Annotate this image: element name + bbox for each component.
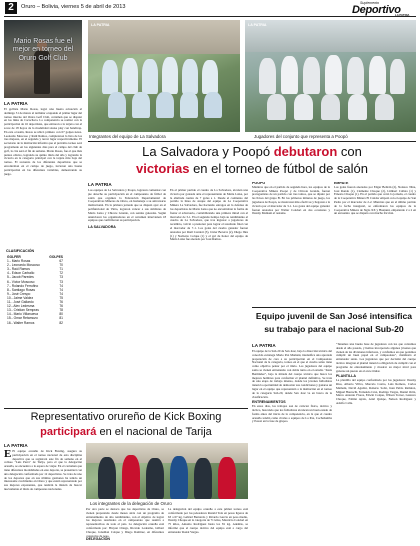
article-text: En estos días, los trabajos son de carácter físico, técnico y táctico, buscando que los futbolistas alcancen un buen estado de forma antes del inicio de la competencia, en la que el cuadro orureño tendrá como rivales a equipos de La Paz, Cochabamba y Potosí en la fase de grupos. xyxy=(252,404,332,424)
article1-headline-line1 xyxy=(88,144,416,159)
strokes-cell: 74 xyxy=(59,287,63,292)
kickboxing-caption: Los integrantes de la delegación de Oruro xyxy=(90,501,172,506)
article-text: Los goles fueron anotados por Edgar Beltrán (2), Nolasco Nina, José Rondo (1), Clemente Choque (2), Limbert Callata (1) y Ernesto Choque (1). En el partido que cerró la jornada, el cuadro de la Cooperativa Minera El Cóndor empató con el equipo de San Pedro por el marcador de 2-2. Mientras que en el último partido de la fecha inaugural, se enfrentaron los equipos de la Cooperativa Minera de Siglo XX y Huanuni, empatando 2 a 2 en un encuentro que se disputó con mucha fricción. xyxy=(334,184,416,216)
sanjose-headline-box xyxy=(252,307,416,343)
strokes-cell: 73 xyxy=(59,275,63,280)
salvadora-photo-caption: Integrantes del equipo de La Salvadora xyxy=(89,134,166,139)
golf-standings-title: CLASIFICACIÓN xyxy=(6,249,35,253)
headline-text: en el nacional de Tarija xyxy=(96,426,212,438)
photo-tag: LA PATRIA xyxy=(91,23,110,27)
article-subhead: POOPÓ xyxy=(252,182,266,185)
sanjose-col1 xyxy=(252,350,332,542)
poopo-photo-caption: Jugadores del conjunto que representa a Poopó xyxy=(254,134,348,139)
article-text: Se trata de uno de los deportes que en sus últimas gestiones ha tenido un interesante crecimiento en Oruro y que estará representado por sus mejores exponentes, que tendrán la misión de buscar nuevamente el título de campeones nacionales. xyxy=(4,471,82,491)
article1-headline-line2 xyxy=(88,161,416,176)
golfer-name-cell: 8.- Santiago Rosas xyxy=(7,287,36,292)
article-text: Los equipos de La Salvadora y Poopó, lograron comenzar con pie derecho su participación en el campeonato de fútbol de salón que organiza la Federación Departamental de Cooperativas Mineras de Oruro, en homenaje a su aniversario institucional. En la primera jornada que se disputó ayer en el polifuncional de Vinto, lograron vencer a sus similares de María Luisa y Chicote Grande, con sendas goleadas. Según anunciaron los organizadores en el certamen intervienen 18 equipos que confirmaron su participación. xyxy=(88,189,166,223)
golfer-name-cell: 10.- Jaime Valdez xyxy=(7,295,34,300)
article-text: Por otra parte se destaca que los deportistas de Oruro, se vienen preparando desde meses atrás con un programa de entrenamiento de alto rendimiento, con el objetivo de lograr los mejores resultados en el campeonato que reunirá a representativos de todo el país. La delegación orureña está conformada por: Brayan Ortega, Ricardo Ledesma, Gilbert Choque, Jonathan Colque y Diego Ramírez, en diferentes categorías de peso. xyxy=(86,508,164,538)
strokes-cell: 67 xyxy=(59,259,63,264)
headline-text: con xyxy=(337,144,362,159)
dateline: Oruro – Bolivia, viernes 5 de abril de 2013 xyxy=(21,4,126,10)
article-text: El equipo de la Sub-20 de San José, bajo la dirección técnica del conocido estratega Mario Paz Mamani, intensifica una apretada preparación de cara a su participación en el Campeonato Nacional de la categoría, torneo en el que el cuadro santo tiene como objetivo pelear por el título. Los jugadores del equipo santo se vienen entrenando con doble turno en el estadio "Jesús Bermúdez", bajo la mirada del cuerpo técnico que busca los mejores hombres para conformar el plantel definitivo. xyxy=(252,350,332,380)
article1-col4 xyxy=(334,182,416,303)
strokes-cell: 76 xyxy=(59,300,63,305)
table-header-cell: GOLFER xyxy=(7,255,21,259)
golfer-name-cell: 11.- José Gallardo xyxy=(7,300,34,305)
strokes-cell: 74 xyxy=(59,283,63,288)
team-row-back xyxy=(259,52,405,94)
poopo-team-photo xyxy=(245,20,416,132)
golfer-name-cell: 9.- José Crespo xyxy=(7,291,31,296)
article1-col3 xyxy=(252,182,330,303)
strokes-cell: 70 xyxy=(59,263,63,268)
stand-band xyxy=(245,20,416,52)
wall-band xyxy=(88,20,240,54)
article2-headline-line1: Representativo orureño de Kick Boxing xyxy=(30,411,222,423)
headline-accent: victorias xyxy=(135,161,190,176)
golfer-name-cell: 6.- Víctor Moscoso xyxy=(7,279,35,284)
team-row-back xyxy=(102,54,226,94)
strokes-cell: 80 xyxy=(59,312,63,317)
golfer-name-cell: 2.- Leonardo Moscoso xyxy=(7,263,40,268)
golfer-name-cell: 16.- Walter Ramos xyxy=(7,320,35,325)
strokes-cell: 73 xyxy=(59,279,63,284)
table-row xyxy=(6,321,64,325)
supplement-label: Suplemento xyxy=(360,1,380,5)
salvadora-team-photo xyxy=(88,20,240,132)
headline-rule xyxy=(252,307,416,308)
article-text: Mientras que en el partido de segunda hora, los equipos de la Cooperativa Minera Poopó y de Chicote Grande, fueron protagonistas de un partido con tres tantos, que se diputó por las llaves del grupo B. En los primeros minutos de juego, los jugadores de Poopó, se mostraron más efectivos y llegaron a la victoria por el marcador de 3-1. Los goles del equipo ganador fueron anotados por Walter Condori en dos ocasiones y Jhonny Mamani el restante. xyxy=(252,184,330,216)
golf-photo xyxy=(4,20,82,98)
article-subhead: PLANTILLA xyxy=(336,374,356,379)
strokes-cell: 72 xyxy=(59,271,63,276)
strokes-cell: 81 xyxy=(59,316,63,321)
golfer-name-cell: 5.- Jacob Paredes xyxy=(7,275,34,280)
golfer-name-cell: 7.- Rolando Ferrufino xyxy=(7,283,39,288)
article-text: La delegación del equipo orureño a este primer torneo está conformado por los peleadores Ronald Tola en pesos ligeros de 63 a 67 kg, Gabriel Bernardo y Ricardo García en peso medio, Jhonny Choque en la categoría de 71 kilos, Mauricio Condori en 75 kilos, Antonio Rodríguez hasta los 81 kg. Además, se informó que el cuerpo técnico del equipo está a cargo del entrenador Ronal Vargas. xyxy=(168,508,248,534)
team-row-front xyxy=(267,94,397,122)
page-header xyxy=(0,0,420,16)
article2-section-label: LA PATRIA xyxy=(4,443,28,448)
sanjose-section-label: LA PATRIA xyxy=(252,343,276,348)
article2-col3 xyxy=(168,508,248,542)
table-header-cell: GOLPES xyxy=(49,255,63,259)
sanjose-col2 xyxy=(336,343,416,542)
strokes-cell: 74 xyxy=(59,291,63,296)
headline-text: en el torneo de fútbol de salón xyxy=(189,161,368,176)
article2-top-rule xyxy=(4,408,248,409)
headline-accent: participará xyxy=(40,426,97,438)
article1-col1 xyxy=(88,189,166,303)
golfer-name-cell: 4.- Edson Carballo xyxy=(7,271,35,276)
article-text: En el primer partido el cuadro de La Salvadora, alcanzó una victoria por goleada ante el representante de María Luisa, por la abultada cuenta de 7 goles a 1. Desde el comienzo del partido la línea de ataque del equipo de La Cooperativa Minera La Salvadora, fue haciendo estragos en la defensa de los deportistas de María Luisa que no encontraban la forma de frenar al adversario, contabilizando una primera mitad con el marcador de 3-1. xyxy=(170,189,248,219)
golfer-name-cell: 3.- Raúl Ramos xyxy=(7,267,30,272)
article-text: "Tenemos una buena base de jugadores con los que contamos desde el año pasado, y hemos incorporado algunos jóvenes que vienen de las divisiones inferiores, y confiamos en que podamos cumplir un buen papel en el campeonato", manifestó el entrenador santo. Los jugadores que por decisión del cuerpo técnico integran el plantel tienen la obligación de cumplir con el programa de entrenamiento y mostrar su mejor nivel para ganarse un puesto en el once titular. xyxy=(336,343,416,373)
golfer-name-cell: 14.- Mario Villanueva xyxy=(7,312,38,317)
article-subhead: DELEGACIÓN xyxy=(86,537,110,542)
photo-tag: LA PATRIA xyxy=(248,23,267,27)
brand-logo: Deportivo xyxy=(352,4,401,16)
article1-col2 xyxy=(170,189,248,303)
team-row-front xyxy=(108,92,224,120)
headline-accent: debutaron xyxy=(273,144,338,159)
drop-cap: E xyxy=(4,450,12,460)
page-number: 2 xyxy=(5,2,17,14)
golf-standings-table xyxy=(6,255,64,325)
article2-col1 xyxy=(4,450,82,542)
article1-section-label: LA PATRIA xyxy=(88,182,112,187)
article-subhead: ENTRENAMIENTOS xyxy=(252,400,286,405)
golfer-name-cell: 13.- Cristian Sempras xyxy=(7,308,39,313)
strokes-cell: 82 xyxy=(59,320,63,325)
golfer-name-cell: 12.- Alex Ledesma xyxy=(7,304,35,309)
kickboxing-photo xyxy=(86,443,248,499)
golf-headline: Mario Rosas fue el mejor en torneo del Oruro Golf Club xyxy=(12,38,74,62)
article-text: La plantilla del equipo conformado por los jugadores: Jhonny Ríos, Alberto Villca, Marcelo Castro, Luis Romero, Carlos Mamani, David Aguilar, Roberto Soliz, Juan Pablo Ramírez, Miguel Huarachi, Fernando Cruz, Rodrigo Vargas, Daniel Ortiz, Marco Antonio Flores, Edwin Colque, Wilson Torrez, Gustavo Choque, Fabián Ayala, Ariel Quispe, Nelson Rodríguez y Adolfo Calle. xyxy=(336,378,416,405)
brand-sub: LA PATRIA xyxy=(395,13,410,17)
article-text: En el segundo tiempo bajó su rendimiento el cuadro de La Salvadora, que tras ingresar a jugadores de recambio, volvió a presionar para lograr el resultado final con el marcador de 7-1. Los goles del cuadro ganador fueron anotados por Raúl Condori (3), Javier Becerra (2), Diego Illes (1) y Norberto Colque (1) y el gol de honor del equipo de María Luisa fue anotado por José Ramos. xyxy=(170,214,248,242)
strokes-cell: 76 xyxy=(59,304,63,309)
golf-body: El golfista Mario Rosas, logró una buena actuación el domingo 31 de marzo al terminar ocupando el primer lugar del torneo interno del Oruro Golf Club, certamen que se disputó en los links de Cacachaca. La competencia se realizó con la participación de 16 deportistas, que entraron a la tarjeta con el score de 18 hoyos de la modalidad stroke play con handicap. En esta ocasión, Rosas se ubicó primero con 67 golpes netos. Leonardo Moscoso y Raúl Ramos, completaron la lista de los tres mejores, en el segundo y tercer lugar respectivamente. El secretario de la institución informó que el próximo torneo será programado en los siguientes días para el campo del club de golf, la cita será el fin de semana. Mario Rosas, fue el que más puntos obtuvo, logrando su quinto título del año y logrando la victoria en la categoría principal con la tarjeta más baja del torneo. El recuento de los diferentes deportistas que se encontraban en el campo de juego, tuvieron una buena participación en las diferentes variables, demostrando su juego. xyxy=(4,108,82,176)
strokes-cell: 71 xyxy=(59,267,63,272)
article2-col2 xyxy=(86,508,164,542)
article1-top-rule xyxy=(88,141,416,142)
golf-sidebar xyxy=(4,20,82,406)
article-text: Se trata de una etapa de trabajo intenso, donde los jóvenes futbolistas tienen la oportunidad de demostrar sus condiciones y ganarse un lugar en el equipo que representará a la institución en el torneo de la categoría Sub-20, donde San José va en busca de la clasificación. xyxy=(252,375,332,399)
strokes-cell: 75 xyxy=(59,295,63,300)
golfer-name-cell: 1.- Mario Rosas xyxy=(7,259,31,264)
header-rule xyxy=(4,16,416,17)
headline-text: La Salvadora y Poopó xyxy=(142,144,274,159)
golfer-name-cell: 15.- Omar Retamozo xyxy=(7,316,38,321)
article2-headline-line2 xyxy=(4,426,248,439)
sanjose-headline-line2: su trabajo para el nacional Sub-20 xyxy=(264,324,404,334)
strokes-cell: 78 xyxy=(59,308,63,313)
article-subhead: EMPATE xyxy=(334,182,349,185)
sanjose-headline-line1: Equipo juvenil de San José intensifica xyxy=(255,311,413,321)
article-subhead: LA SALVADORA xyxy=(88,225,116,230)
golf-section-label: LA PATRIA xyxy=(4,101,28,106)
article-text: El equipo orureño de Kick Boxing, asegura su participación en el torneo nacional de esta disciplina deportiva que se registrará este fin de semana en el coliseo "Luis Parra" de Tarija, para el que la delegación orureña, se encuentra a la espera de viajar. En el certamen que tiene diferentes modalidades en este deporte, se presentará con una delegación conformada por 12 deportistas. xyxy=(4,450,82,476)
